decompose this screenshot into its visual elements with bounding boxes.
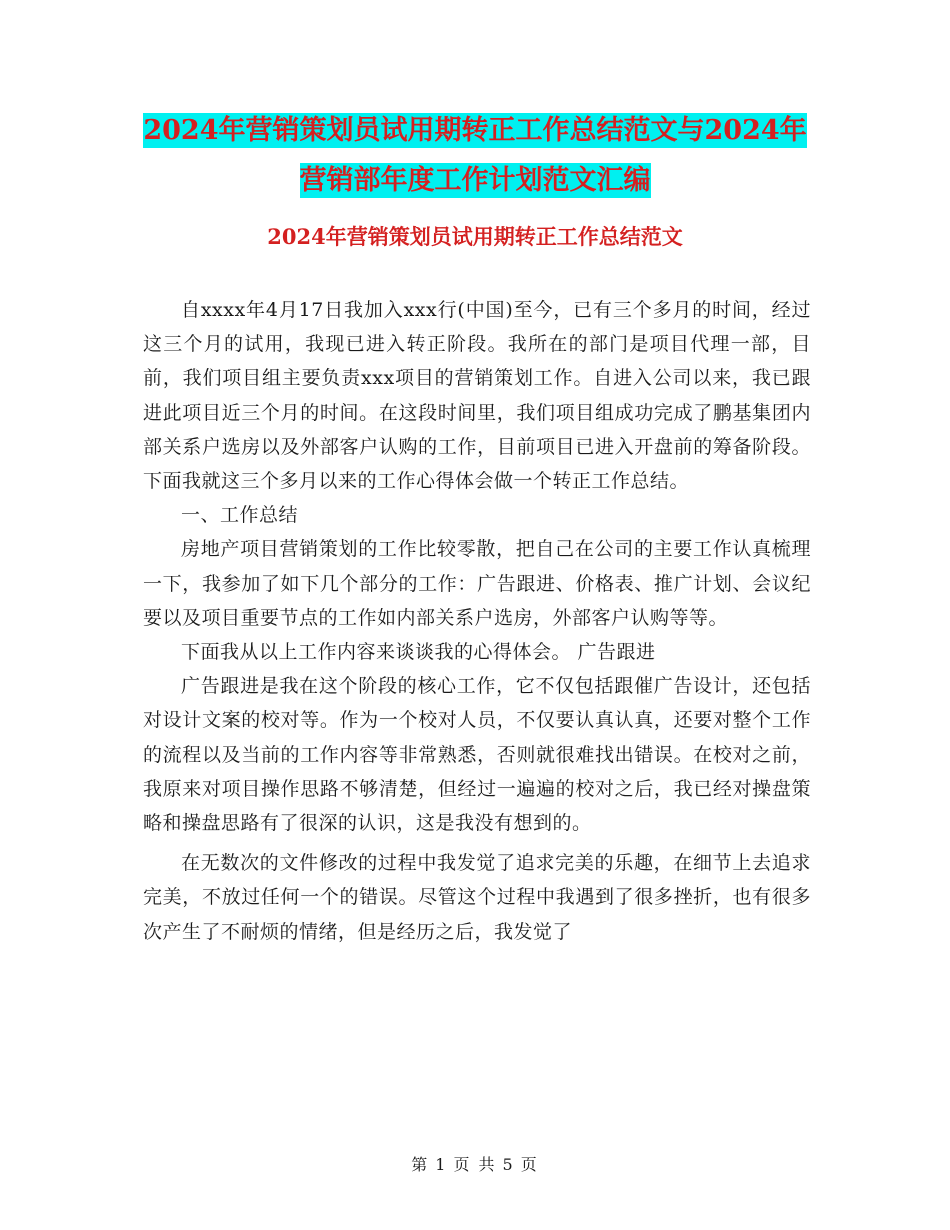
paragraph: 广告跟进是我在这个阶段的核心工作，它不仅包括跟催广告设计，还包括对设计文案的校对等。作为一个校对人员，不仅要认真认真，还要对整个工作的流程以及当前的工作内容等非常熟悉，否则就很难找出错误。在校对之前，我原来对项目操作思路不够清楚，但经过一遍遍的校对之后，我已经对操盘策略和操盘思路有了很深的认识，这是我没有想到的。 xyxy=(143,675,811,835)
footer-total-pages: 5 xyxy=(502,1155,515,1174)
paragraph-heading: 一、工作总结 xyxy=(181,504,299,527)
page-footer xyxy=(0,1152,950,1175)
paragraph: 在无数次的文件修改的过程中我发觉了追求完美的乐趣，在细节上去追求完美，不放过任何一个的错误。尽管这个过程中我遇到了很多挫折，也有很多次产生了不耐烦的情绪，但是经历之后，我发觉了 xyxy=(143,852,811,943)
footer-middle: 页 共 xyxy=(453,1155,497,1174)
paragraph: 房地产项目营销策划的工作比较零散，把自己在公司的主要工作认真梳理一下，我参加了如下几个部分的工作：广告跟进、价格表、推广计划、会议纪要以及项目重要节点的工作如内部关系户选房，外部客户认购等等。 xyxy=(143,538,811,629)
paragraph: 自xxxx年4月17日我加入xxx行(中国)至今，已有三个多月的时间，经过这三个月的试用，我现已进入转正阶段。我所在的部门是项目代理一部，目前，我们项目组主要负责xxx项目的营销策划工作。自进入公司以来，我已跟进此项目近三个月的时间。在这段时间里，我们项目组成功完成了鹏基集团内部关系户选房以及外部客户认购的工作，目前项目已进入开盘前的筹备阶段。下面我就这三个多月以来的工作心得体会做一个转正工作总结。 xyxy=(143,299,811,493)
footer-prefix: 第 xyxy=(411,1155,430,1174)
document-title xyxy=(0,106,950,206)
document-body xyxy=(143,293,811,949)
section-title: 2024年营销策划员试用期转正工作总结范文 xyxy=(267,224,683,249)
document-title-line-1: 2024年营销策划员试用期转正工作总结范文与2024年 xyxy=(143,115,807,146)
footer-page-number: 1 xyxy=(435,1155,448,1174)
document-title-line-2: 营销部年度工作计划范文汇编 xyxy=(299,165,651,196)
footer-suffix: 页 xyxy=(520,1155,539,1174)
paragraph: 下面我从以上工作内容来谈谈我的心得体会。 广告跟进 xyxy=(181,641,656,664)
